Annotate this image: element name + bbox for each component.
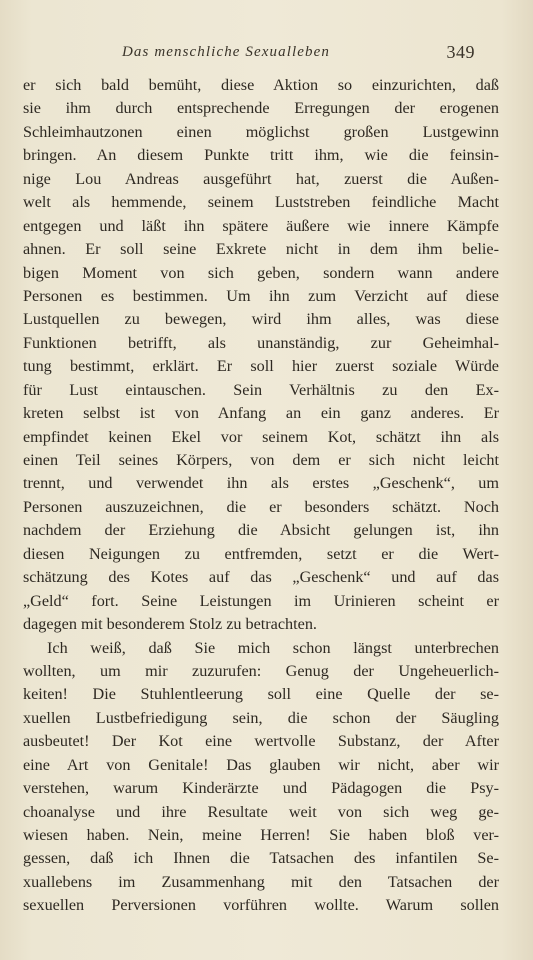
page-number: 349 <box>446 42 475 62</box>
body-text <box>23 74 499 918</box>
text-line: xuellen Lustbefriedigung sein, die schon der Säugling <box>23 708 499 727</box>
text-line: Schleimhautzonen einen möglichst großen Lustgewinn <box>23 122 499 141</box>
text-line: tung bestimmt, erklärt. Er soll hier zuerst soziale Würde <box>23 357 499 376</box>
text-line: entgegen und läßt ihn spätere äußere wie innere Kämpfe <box>23 216 499 235</box>
text-line: keiten! Die Stuhlentleerung soll eine Quelle der se- <box>23 685 499 704</box>
text-line: wiesen haben. Nein, meine Herren! Sie haben bloß ver- <box>23 826 499 844</box>
text-line: Funktionen betrifft, als unanständig, zur Geheimhal- <box>23 333 499 352</box>
text-line: eine Art von Genitale! Das glauben wir nicht, aber wir <box>23 755 499 774</box>
text-line: Ich weiß, daß Sie mich schon längst unterbrechen <box>47 638 499 657</box>
text-line: bringen. An diesem Punkte tritt ihm, wie die feinsin- <box>23 146 499 165</box>
text-line: empfindet keinen Ekel vor seinem Kot, schätzt ihn als <box>23 427 499 446</box>
text-line: für Lust eintauschen. Sein Verhältnis zu den Ex- <box>23 380 499 399</box>
text-line: choanalyse und ihre Resultate weit von sich weg ge- <box>23 802 499 821</box>
text-line: schätzung des Kotes auf das „Geschenk“ und auf das <box>23 568 499 587</box>
text-line: einen Teil seines Körpers, von dem er sich nicht leicht <box>23 451 499 469</box>
paragraph-1 <box>23 74 499 637</box>
paragraph-2 <box>23 637 499 918</box>
text-line: ahnen. Er soll seine Exkrete nicht in dem ihm belie- <box>23 240 499 259</box>
text-line: Personen auszuzeichnen, die er besonders schätzt. Noch <box>23 497 499 516</box>
text-line: sie ihm durch entsprechende Erregungen der erogenen <box>23 99 499 118</box>
page-header <box>0 44 533 70</box>
text-line: gessen, daß ich Ihnen die Tatsachen des infantilen Se- <box>23 849 499 868</box>
text-line: dagegen mit besonderem Stolz zu betrachten. <box>23 615 317 634</box>
text-line: bigen Moment von sich geben, sondern wann andere <box>23 263 499 282</box>
text-line: nige Lou Andreas ausgeführt hat, zuerst die Außen- <box>23 169 499 188</box>
text-line: verstehen, warum Kinderärzte und Pädagogen die Psy- <box>23 779 499 798</box>
text-line: diesen Neigungen zu entfremden, setzt er die Wert- <box>23 544 499 563</box>
text-line: er sich bald bemüht, diese Aktion so einzurichten, daß <box>23 76 499 94</box>
text-line: trennt, und verwendet ihn als erstes „Geschenk“, um <box>23 474 499 493</box>
text-line: nachdem der Erziehung die Absicht gelungen ist, ihn <box>23 521 499 540</box>
text-line: sexuellen Perversionen vorführen wollte. Warum sollen <box>23 896 499 915</box>
text-line: xuallebens im Zusammenhang mit den Tatsachen der <box>23 872 499 891</box>
text-line: „Geld“ fort. Seine Leistungen im Urinieren scheint er <box>23 591 499 610</box>
text-line: welt als hemmende, seinem Luststreben feindliche Macht <box>23 193 499 212</box>
text-line: kreten selbst ist von Anfang an ein ganz anderes. Er <box>23 404 499 423</box>
text-line: Lustquellen zu bewegen, wird ihm alles, was diese <box>23 310 499 329</box>
text-line: Personen es bestimmen. Um ihn zum Verzicht auf diese <box>23 286 499 305</box>
text-line: wollten, um mir zuzurufen: Genug der Ungeheuerlich- <box>23 661 499 680</box>
text-line: ausbeutet! Der Kot eine wertvolle Substanz, der After <box>23 732 499 751</box>
running-title: Das menschliche Sexualleben <box>122 44 330 60</box>
